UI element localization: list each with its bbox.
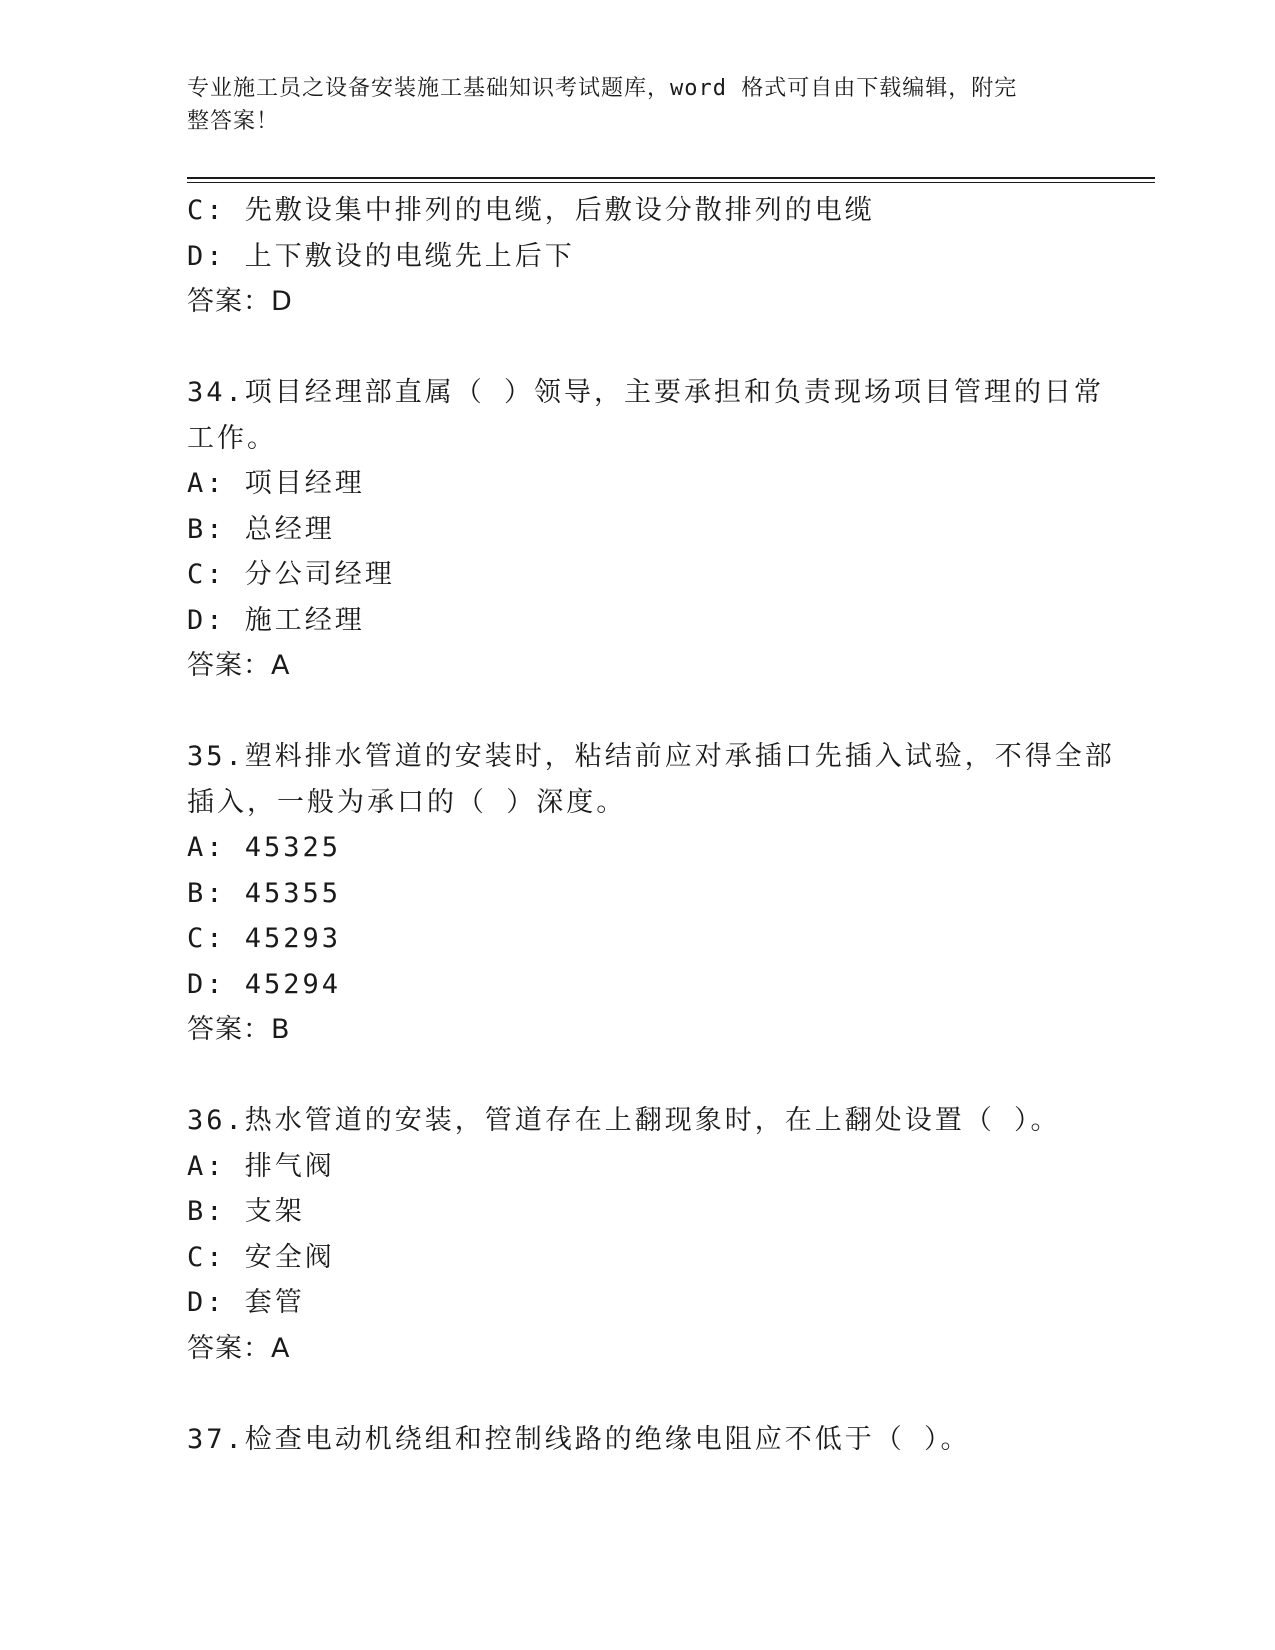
question-34-stem: 34.项目经理部直属（ ）领导，主要承担和负责现场项目管理的日常	[187, 377, 1105, 408]
spacer	[187, 325, 1087, 371]
option-c: C: 安全阀	[187, 1241, 335, 1273]
document-header	[187, 72, 1067, 138]
option-b: B: 支架	[187, 1196, 305, 1227]
answer-line: 答案：A	[187, 650, 291, 681]
option-c: C: 先敷设集中排列的电缆，后敷设分散排列的电缆	[187, 195, 875, 226]
question-36-stem: 36.热水管道的安装，管道存在上翻现象时，在上翻处设置（ ）。	[187, 1105, 1061, 1136]
header-line-1: 专业施工员之设备安装施工基础知识考试题库，word 格式可自由下载编辑，附完	[187, 76, 1018, 101]
option-d: D: 施工经理	[187, 604, 365, 636]
spacer	[187, 1371, 1087, 1417]
option-c: C: 45293	[187, 923, 342, 954]
question-34-stem-cont: 工作。	[187, 422, 277, 454]
question-37-stem: 37.检查电动机绕组和控制线路的绝缘电阻应不低于（ ）。	[187, 1423, 971, 1455]
option-a: A: 排气阀	[187, 1150, 335, 1182]
option-c: C: 分公司经理	[187, 559, 395, 590]
question-35-stem: 35.塑料排水管道的安装时，粘结前应对承插口先插入试验，不得全部	[187, 741, 1115, 772]
option-d: D: 上下敷设的电缆先上后下	[187, 240, 575, 272]
option-a: A: 45325	[187, 832, 342, 863]
header-rule-thick	[187, 177, 1155, 179]
option-b: B: 总经理	[187, 513, 335, 545]
spacer	[187, 1053, 1087, 1099]
option-a: A: 项目经理	[187, 468, 365, 499]
question-content	[187, 188, 1115, 1462]
header-rule-thin	[187, 182, 1155, 183]
option-d: D: 套管	[187, 1287, 305, 1318]
answer-line: 答案：B	[187, 1014, 291, 1045]
spacer	[187, 689, 1087, 735]
header-line-2: 整答案！	[187, 109, 280, 134]
option-d: D: 45294	[187, 968, 342, 1000]
answer-line: 答案：A	[187, 1332, 291, 1364]
option-b: B: 45355	[187, 877, 342, 909]
question-35-stem-cont: 插入，一般为承口的（ ）深度。	[187, 786, 627, 818]
answer-line: 答案：D	[187, 286, 293, 317]
